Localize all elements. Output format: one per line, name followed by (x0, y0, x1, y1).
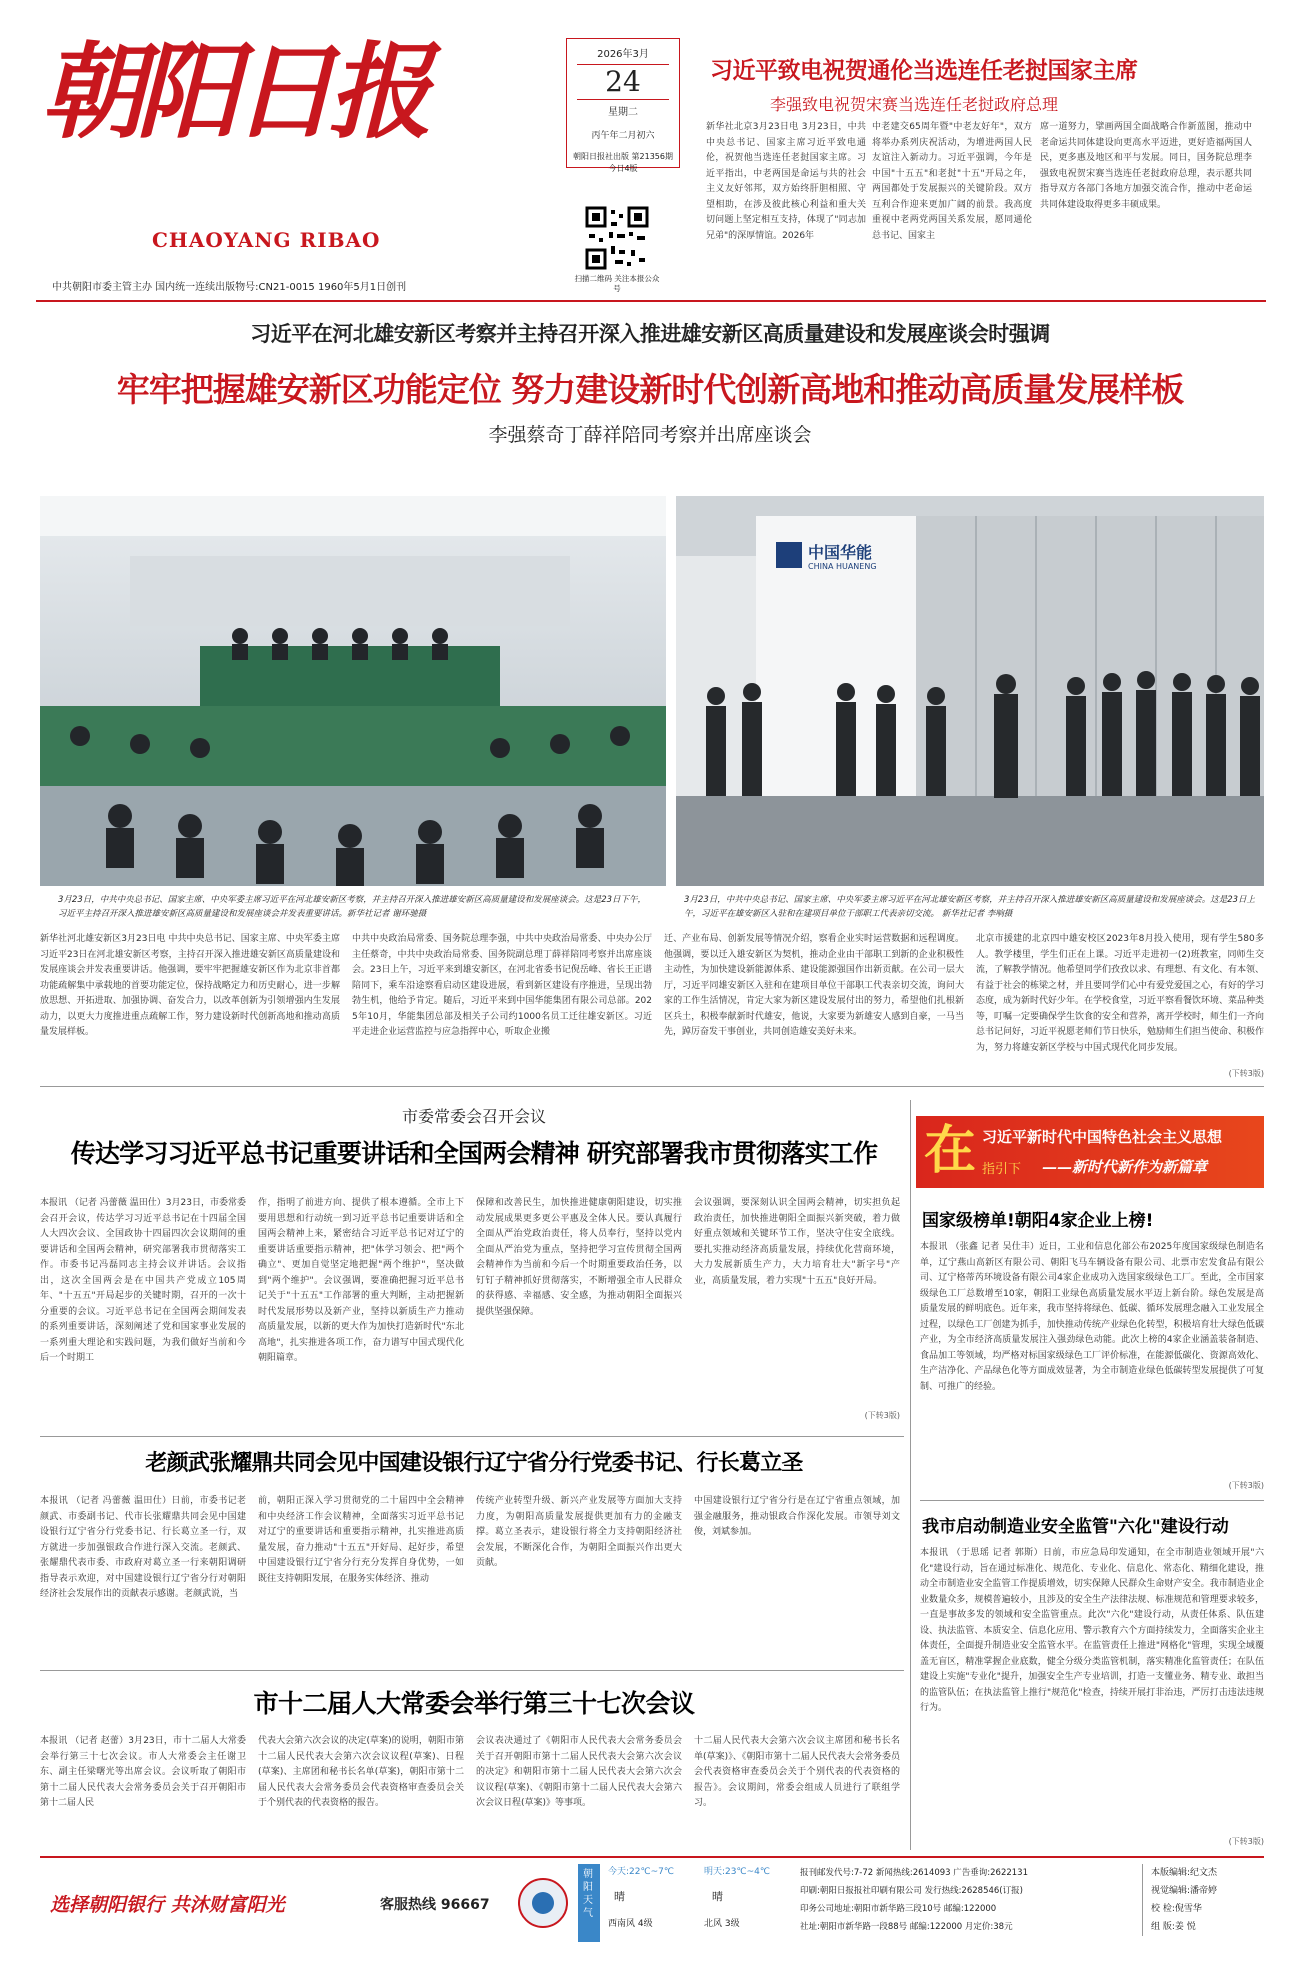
lunar-date: 丙午年二月初六 (591, 131, 655, 141)
thought-banner (916, 1116, 1264, 1188)
pub-info-1: 报刊邮发代号:7-72 新闻热线:2614093 广告垂询:2622131 (800, 1868, 1028, 1878)
right-column-divider (910, 1100, 911, 1850)
lead-bottom-rule (40, 1086, 1264, 1087)
top-story-col-1: 新华社北京3月23日电 3月23日，中共中央总书记、国家主席习近平致电通伦，祝贺他当选连任老挝国家主席。习近平指出，中老两国是命运与共的社会主义友好邻邦，双方始终肝胆相照、守望相助，在涉及彼此核心利益和重大关切问题上坚定相互支持，体现了"同志加兄弟"的深厚情谊。2026年 (706, 122, 866, 241)
top-story-headline: 习近平致电祝贺通伦当选连任老挝国家主席 (710, 58, 1138, 84)
right-story-rule (920, 1500, 1264, 1501)
ccb-col-1: 本报讯 （记者 冯蕾薇 温田仕）日前，市委书记老颜武、市委副书记、代市长张耀鼎共同会见中国建设银行辽宁省分行党委书记、行长葛立圣一行，双方就进一步加强银政合作进行深入交流。老颜武、张耀鼎代表市委、市政府对葛立圣一行来朝阳调研指导表示欢迎，对中国建设银行辽宁省分行对朝阳经济社会发展作出的贡献表示感谢。老颜武说，当 (40, 1496, 246, 1599)
photo-symposium (40, 496, 666, 886)
photo-huaneng-hall (676, 496, 1264, 886)
right-story1-headline: 国家级榜单!朝阳4家企业上榜! (922, 1211, 1154, 1231)
bank-slogan: 选择朝阳银行 共沐财富阳光 (50, 1894, 285, 1916)
top-story-col-2: 中老建交65周年暨"中老友好年"，双方将举办系列庆祝活动，为增进两国人民友谊注入新动力。习近平强调，今年是中国"十五五"和老挝"十五"开局之年，两国都处于发展振兴的关键阶段。双方互利合作迎来更加广阔的前景。我高度重视中老两党两国关系发展，愿同通伦总书记、国家主 (872, 122, 1032, 241)
ccb-col-4: 中国建设银行辽宁省分行是在辽宁省重点领域，加强金融服务，推动银政合作深化发展。市领导刘文俊，刘斌参加。 (694, 1496, 900, 1537)
sign-cn: 中国华能 (808, 543, 873, 562)
bank-hotline: 客服热线 96667 (380, 1897, 490, 1913)
weather-box (578, 1864, 794, 1944)
date-year-month: 2026年3月 (597, 49, 649, 60)
top-story-col-3: 席一道努力，擘画两国全面战略合作新蓝图，推动中老命运共同体建设向更高水平迈进，更好造福两国人民，更多惠及地区和平与发展。同日，国务院总理李强致电祝贺宋赛当选连任老挝政府总理，表示愿共同指导双方各部门各地方加强交流合作，推动中老命运共同体建设取得更多丰硕成果。 (1040, 122, 1252, 210)
lead-col-4: 北京市援建的北京四中雄安校区2023年8月投入使用，现有学生580多人。教学楼里，学生们正在上课。习近平走进初一(2)班教室，同师生交流，了解教学情况。他希望同学们孜孜以求、有理想、有文化、有本领、有益于社会的栋梁之材，并且要同学们心中有爱党爱国之心，有好的学习态度，成为新时代好少年。在学校食堂，习近平察看餐饮环境、菜品种类等，叮嘱一定要确保学生饮食的安全和营养，离开学校时，师生们一齐向总书记问好，习近平祝愿老师们节日快乐，勉励师生们担当使命、积极作为，努力将雄安新区学校与中国式现代化同步发展。 (976, 934, 1264, 1053)
bank-ad (40, 1860, 576, 1950)
symposium-scene (40, 496, 666, 886)
weather-tomorrow-wind: 北风 3级 (704, 1919, 740, 1929)
lead-subhead: 李强蔡奇丁薛祥陪同考察并出席座谈会 (488, 424, 812, 446)
banner-line2-right: ——新时代新作为新篇章 (1042, 1158, 1208, 1176)
bank-logo-icon (518, 1878, 568, 1928)
weather-tomorrow-cond: 晴 (712, 1890, 723, 1903)
pub-info-3: 印务公司地址:朝阳市新华路三段10号 邮编:122000 (800, 1904, 997, 1914)
lead-next-page: (下转3版) (1228, 1069, 1264, 1078)
editor-page: 本版编辑:纪文杰 (1151, 1868, 1218, 1878)
committee-bottom-rule (40, 1436, 904, 1437)
ccb-col-2: 前，朝阳正深入学习贯彻党的二十届四中全会精神和中央经济工作会议精神，全面落实习近平总书记对辽宁的重要讲话和重要指示精神，扎实推进高质量发展，奋力推动"十五五"开好局、起好步，希望中国建设银行辽宁省分行充分发挥自身优势，一如既往支持朝阳发展，在服务实体经济、推动 (258, 1496, 464, 1584)
lead-headline: 牢牢把握雄安新区功能定位 努力建设新时代创新高地和推动高质量发展样板 (116, 370, 1184, 409)
right-story2-next: (下转3版) (1228, 1837, 1264, 1846)
ccb-headline: 老颜武张耀鼎共同会见中国建设银行辽宁省分行党委书记、行长葛立圣 (145, 1451, 803, 1476)
pages-count: 今日4版 (608, 164, 638, 173)
top-story-subhead: 李强致电祝贺宋赛当选连任老挝政府总理 (770, 95, 1059, 114)
weather-label: 朝阳天气 (578, 1864, 600, 1942)
weather-today-wind: 西南风 4级 (608, 1919, 653, 1929)
npc-col-4: 十二届人民代表大会第六次会议主席团和秘书长名单(草案)》、《朝阳市第十二届人民代表大会常务委员会代表资格审查委员会关于个别代表的代表资格的报告》。会议期间，常委会组成人员进行了联组学习。 (694, 1736, 900, 1808)
editors (1142, 1864, 1262, 1936)
right-story2-body: 本报讯 （于思瑶 记者 郭斯）日前，市应急局印发通知，在全市制造业领域开展"六化"建设行动，旨在通过标准化、规范化、专业化、信息化、常态化、精细化建设，推动全市制造业安全监管工作提质增效，切实保障人民群众生命财产安全。我市制造业企业数量众多，规模普遍较小，且涉及的安全生产法律法规、标准规范和管理要求较多，一直是事故多发的领域和安全监管重点。此次"六化"建设行动，从责任体系、队伍建设、执法监管、本质安全、信息化应用、警示教育六个方面持续发力，全面落实企业主体责任，全面提升制造业安全监管水平。在监管责任上推进"网格化"管理，实现全域覆盖无盲区，精准掌握企业底数，健全分级分类监管机制，落实精准化监管责任；在队伍建设上实施"专业化"提升，加强安全生产专业培训，打造一支懂业务、精专业、敢担当的监管队伍；在执法监管上推行"规范化"检查，持续开展打非治违，严厉打击违法违规行为。 (920, 1548, 1264, 1713)
lead-col-1: 新华社河北雄安新区3月23日电 中共中央总书记、国家主席、中央军委主席习近平23日在河北雄安新区考察，主持召开深入推进雄安新区高质量建设和发展座谈会并发表重要讲话。他强调，要牢牢把握雄安新区作为北京非首都功能疏解集中承载地的首要功能定位，保持战略定力和历史耐心，进一步解放思想、开拓进取、加强协调、奋发合力，以改革创新为引领增强内生发展动力，以更大力度推进重点疏解工作，努力建设新时代创新高地和推动高质量发展样板。 (40, 934, 340, 1037)
banner-line1: 习近平新时代中国特色社会主义思想 (982, 1128, 1223, 1146)
committee-col-4: 会议强调，要深刻认识全国两会精神，切实担负起政治责任，加快推进朝阳全面振兴新突破，着力做好重点领域和关键环节工作，坚决守住安全底线。要扎实推动经济高质量发展，持续优化营商环境，大力发展新质生产力，大力培育壮大"新字号"产业，高质量发展，着力实现"十五五"良好开局。 (694, 1198, 900, 1286)
weekday: 星期二 (608, 107, 638, 118)
publication-info (800, 1864, 1130, 1936)
committee-col-2: 作，指明了前进方向、提供了根本遵循。全市上下要用思想和行动统一到习近平总书记重要讲话和全国两会精神上来，紧密结合习近平总书记对辽宁的重要讲话重要指示精神，把"体学习领会、把"两个确立"、更加自觉坚定地把握"两个维护"，坚决做到"两个维护"。会议强调，要准确把握习近平总书记关于"十五五"工作部署的重大判断，主动把握新时代发展形势以及新产业，坚持以新质生产力推动高质量发展，以新的更大作为加快打造新时代"东北高地"，扎实推进各项工作，奋力谱写中国式现代化朝阳篇章。 (258, 1198, 464, 1363)
footer (40, 1860, 1264, 1950)
editor-layout: 组 版:姜 悦 (1151, 1922, 1196, 1932)
committee-headline: 传达学习习近平总书记重要讲话和全国两会精神 研究部署我市贯彻落实工作 (70, 1139, 878, 1168)
lead-kicker: 习近平在河北雄安新区考察并主持召开深入推进雄安新区高质量建设和发展座谈会时强调 (250, 322, 1050, 346)
photo2-caption: 3月23日，中共中央总书记、国家主席、中央军委主席习近平在河北雄安新区考察，并主持召开深入推进雄安新区高质量建设和发展座谈会。这是23日上午，习近平在雄安新区入驻和在建项目单位干部职工代表亲切交流。 新华社记者 李响摄 (684, 895, 1256, 919)
masthead-pinyin: CHAOYANG RIBAO (152, 228, 381, 252)
weather-today-cond: 晴 (614, 1890, 625, 1903)
banner-line2-left: 指引下 (982, 1162, 1022, 1177)
right-story2-headline: 我市启动制造业安全监管"六化"建设行动 (922, 1517, 1229, 1537)
committee-col-1: 本报讯 （记者 冯蕾薇 温田仕）3月23日，市委常委会召开会议，传达学习习近平总书记在十四届全国人大四次会议、全国政协十四届四次会议期间的重要讲话和全国两会精神，研究部署我市贯彻落实工作。市委书记冯磊同志主持会议并讲话。会议指出，这次全国两会是在中国共产党成立105周年、"十五五"开局起步的关键时期，召开的一次十分重要的会议。习近平总书记在全国两会期间发表的系列重要讲话，深刻阐述了党和国家事业发展的一系列重大理论和实践问题，为我们做好当前和今后一个时期工 (40, 1198, 246, 1363)
weather-today: 今天:22℃~7℃ (608, 1867, 674, 1877)
weather-tomorrow: 明天:23℃~4℃ (704, 1867, 770, 1877)
committee-col-3: 保障和改善民生，加快推进健康朝阳建设，切实推动发展成果更多更公平惠及全体人民。要认真履行全面从严治党政治责任，将人员奉行，坚持以党内全面从严治党为重点，坚持把学习宣传贯彻全国两会精神作为当前和今后一个时期重要政治任务，以钉钉子精神抓好贯彻落实，不断增强全市人民群众的获得感、幸福感、安全感，为推动朝阳全面振兴提供坚强保障。 (476, 1198, 682, 1317)
pub-info-2: 印刷:朝阳日报报社印刷有限公司 发行热线:2628546(订报) (800, 1886, 1023, 1896)
right-story1-next: (下转3版) (1228, 1481, 1264, 1490)
qr-code (585, 206, 649, 270)
date-day: 24 (577, 64, 669, 100)
date-box (566, 38, 680, 173)
editor-visual: 视觉编辑:潘帝婷 (1151, 1886, 1218, 1896)
banner-big-char: 在 (924, 1120, 977, 1181)
publisher-line: 中共朝阳市委主管主办 国内统一连续出版物号:CN21-0015 1960年5月1日创刊 (52, 282, 407, 293)
footer-rule (40, 1856, 1264, 1858)
issue-info: 朝阳日报社出版 第21356期 (573, 152, 673, 161)
ccb-col-3: 传统产业转型升级、新兴产业发展等方面加大支持力度，为朝阳高质量发展提供更加有力的金融支撑。葛立圣表示，建设银行将全力支持朝阳经济社会发展，不断深化合作，为朝阳全面振兴作出更大贡献。 (476, 1496, 682, 1568)
sign-en: CHINA HUANENG (808, 562, 877, 571)
huaneng-scene (676, 496, 1264, 886)
masthead-title: 朝阳日报 (40, 30, 425, 153)
pub-info-4: 社址:朝阳市新华路一段88号 邮编:122000 月定价:38元 (800, 1922, 1013, 1932)
photo1-caption: 3月23日，中共中央总书记、国家主席、中央军委主席习近平在河北雄安新区考察，并主持召开深入推进雄安新区高质量建设和发展座谈会。这是23日下午，习近平主持召开深入推进雄安新区高质量建设和发展座谈会并发表重要讲话。新华社记者 谢环驰摄 (58, 895, 647, 919)
qr-caption: 扫描二维码 关注本报公众号 (574, 274, 660, 293)
npc-col-1: 本报讯 （记者 赵蕾）3月23日，市十二届人大常委会举行第三十七次会议。市人大常委会主任谢卫东、副主任梁曙光等出席会议。会议听取了朝阳市第十二届人民代表大会常务委员会关于召开朝阳市第十二届人民 (40, 1736, 246, 1808)
lead-col-3: 迁、产业布局、创新发展等情况介绍，察看企业实时运营数据和远程调度。他强调，要以迁入雄安新区为契机，推动企业由干部职工到新的企业积极性主动性，为加快建设新能源体系、建设能源强国作出新贡献。在公司一层大厅，习近平同雄安新区入驻和在建项目单位干部职工代表亲切交流，询问大家的工作生活情况，肯定大家为新区建设发展付出的努力，希望他们扎根新区兵土，积极奉献新时代雄安，他说，大家要为新雄安人感到自豪，一马当先，踔厉奋发干事创业，共同创造雄安美好未来。 (664, 934, 964, 1037)
editor-proof: 校 检:倪雪华 (1151, 1904, 1202, 1914)
npc-col-2: 代表大会第六次会议的决定(草案)的说明，朝阳市第十二届人民代表大会第六次会议议程(草案)、日程(草案)、主席团和秘书长名单(草案)，朝阳市第十二届人民代表大会常务委员会代表资格审查委员会关于个别代表的代表资格的报告。 (258, 1736, 464, 1808)
masthead-rule (36, 300, 1266, 302)
npc-headline: 市十二届人大常委会举行第三十七次会议 (253, 1689, 695, 1718)
ccb-bottom-rule (40, 1670, 904, 1671)
committee-kicker: 市委常委会召开会议 (401, 1107, 546, 1126)
right-story1-body: 本报讯 （张鑫 记者 吴仕丰）近日，工业和信息化部公布2025年度国家级绿色制造名单，辽宁燕山高新区有限公司、朝阳飞马车辆设备有限公司、北票市宏发食品有限公司、辽宁格蒂芮环境设备有限公司4家企业成功入选国家级绿色工厂。至此，全市国家级绿色工厂总数增至10家，朝阳工业绿色高质量发展水平迈上新台阶。绿色发展是高质量发展的鲜明底色。近年来，我市坚持将绿色、低碳、循环发展理念融入工业发展全过程，以绿色工厂创建为抓手，加快推动传统产业绿色化转型，积极培育壮大绿色低碳产业，为全市经济高质量发展注入强劲绿色动能。此次上榜的4家企业涵盖装备制造、食品加工等领域，均严格对标国家级绿色工厂评价标准，在能源低碳化、资源高效化、生产洁净化、产品绿色化等方面成效显著，为全市制造业绿色低碳转型发展提供了可复制、可推广的经验。 (920, 1242, 1264, 1392)
npc-col-3: 会议表决通过了《朝阳市人民代表大会常务委员会关于召开朝阳市第十二届人民代表大会第六次会议的决定》和朝阳市第十二届人民代表大会第六次会议议程(草案)、《朝阳市第十二届人民代表大会第六次会议日程(草案)》等事项。 (476, 1736, 682, 1808)
lead-col-2: 中共中央政治局常委、国务院总理李强，中共中央政治局常委、中央办公厅主任蔡奇，中共中央政治局常委、国务院副总理丁薛祥陪同考察并出席座谈会。23日上午，习近平来到雄安新区，在河北省委书记倪岳峰、省长王正谱陪同下，乘车沿途察看启动区建设进展，看到新区建设有序推进，呈现出勃勃生机，他给予肯定。随后，习近平来到中国华能集团有限公司总部。2025年10月，华能集团总部及相关子公司约1000名员工迁往雄安新区。习近平走进企业运营监控与应急指挥中心，听取企业搬 (352, 934, 652, 1037)
committee-next-page: (下转3版) (864, 1411, 900, 1420)
